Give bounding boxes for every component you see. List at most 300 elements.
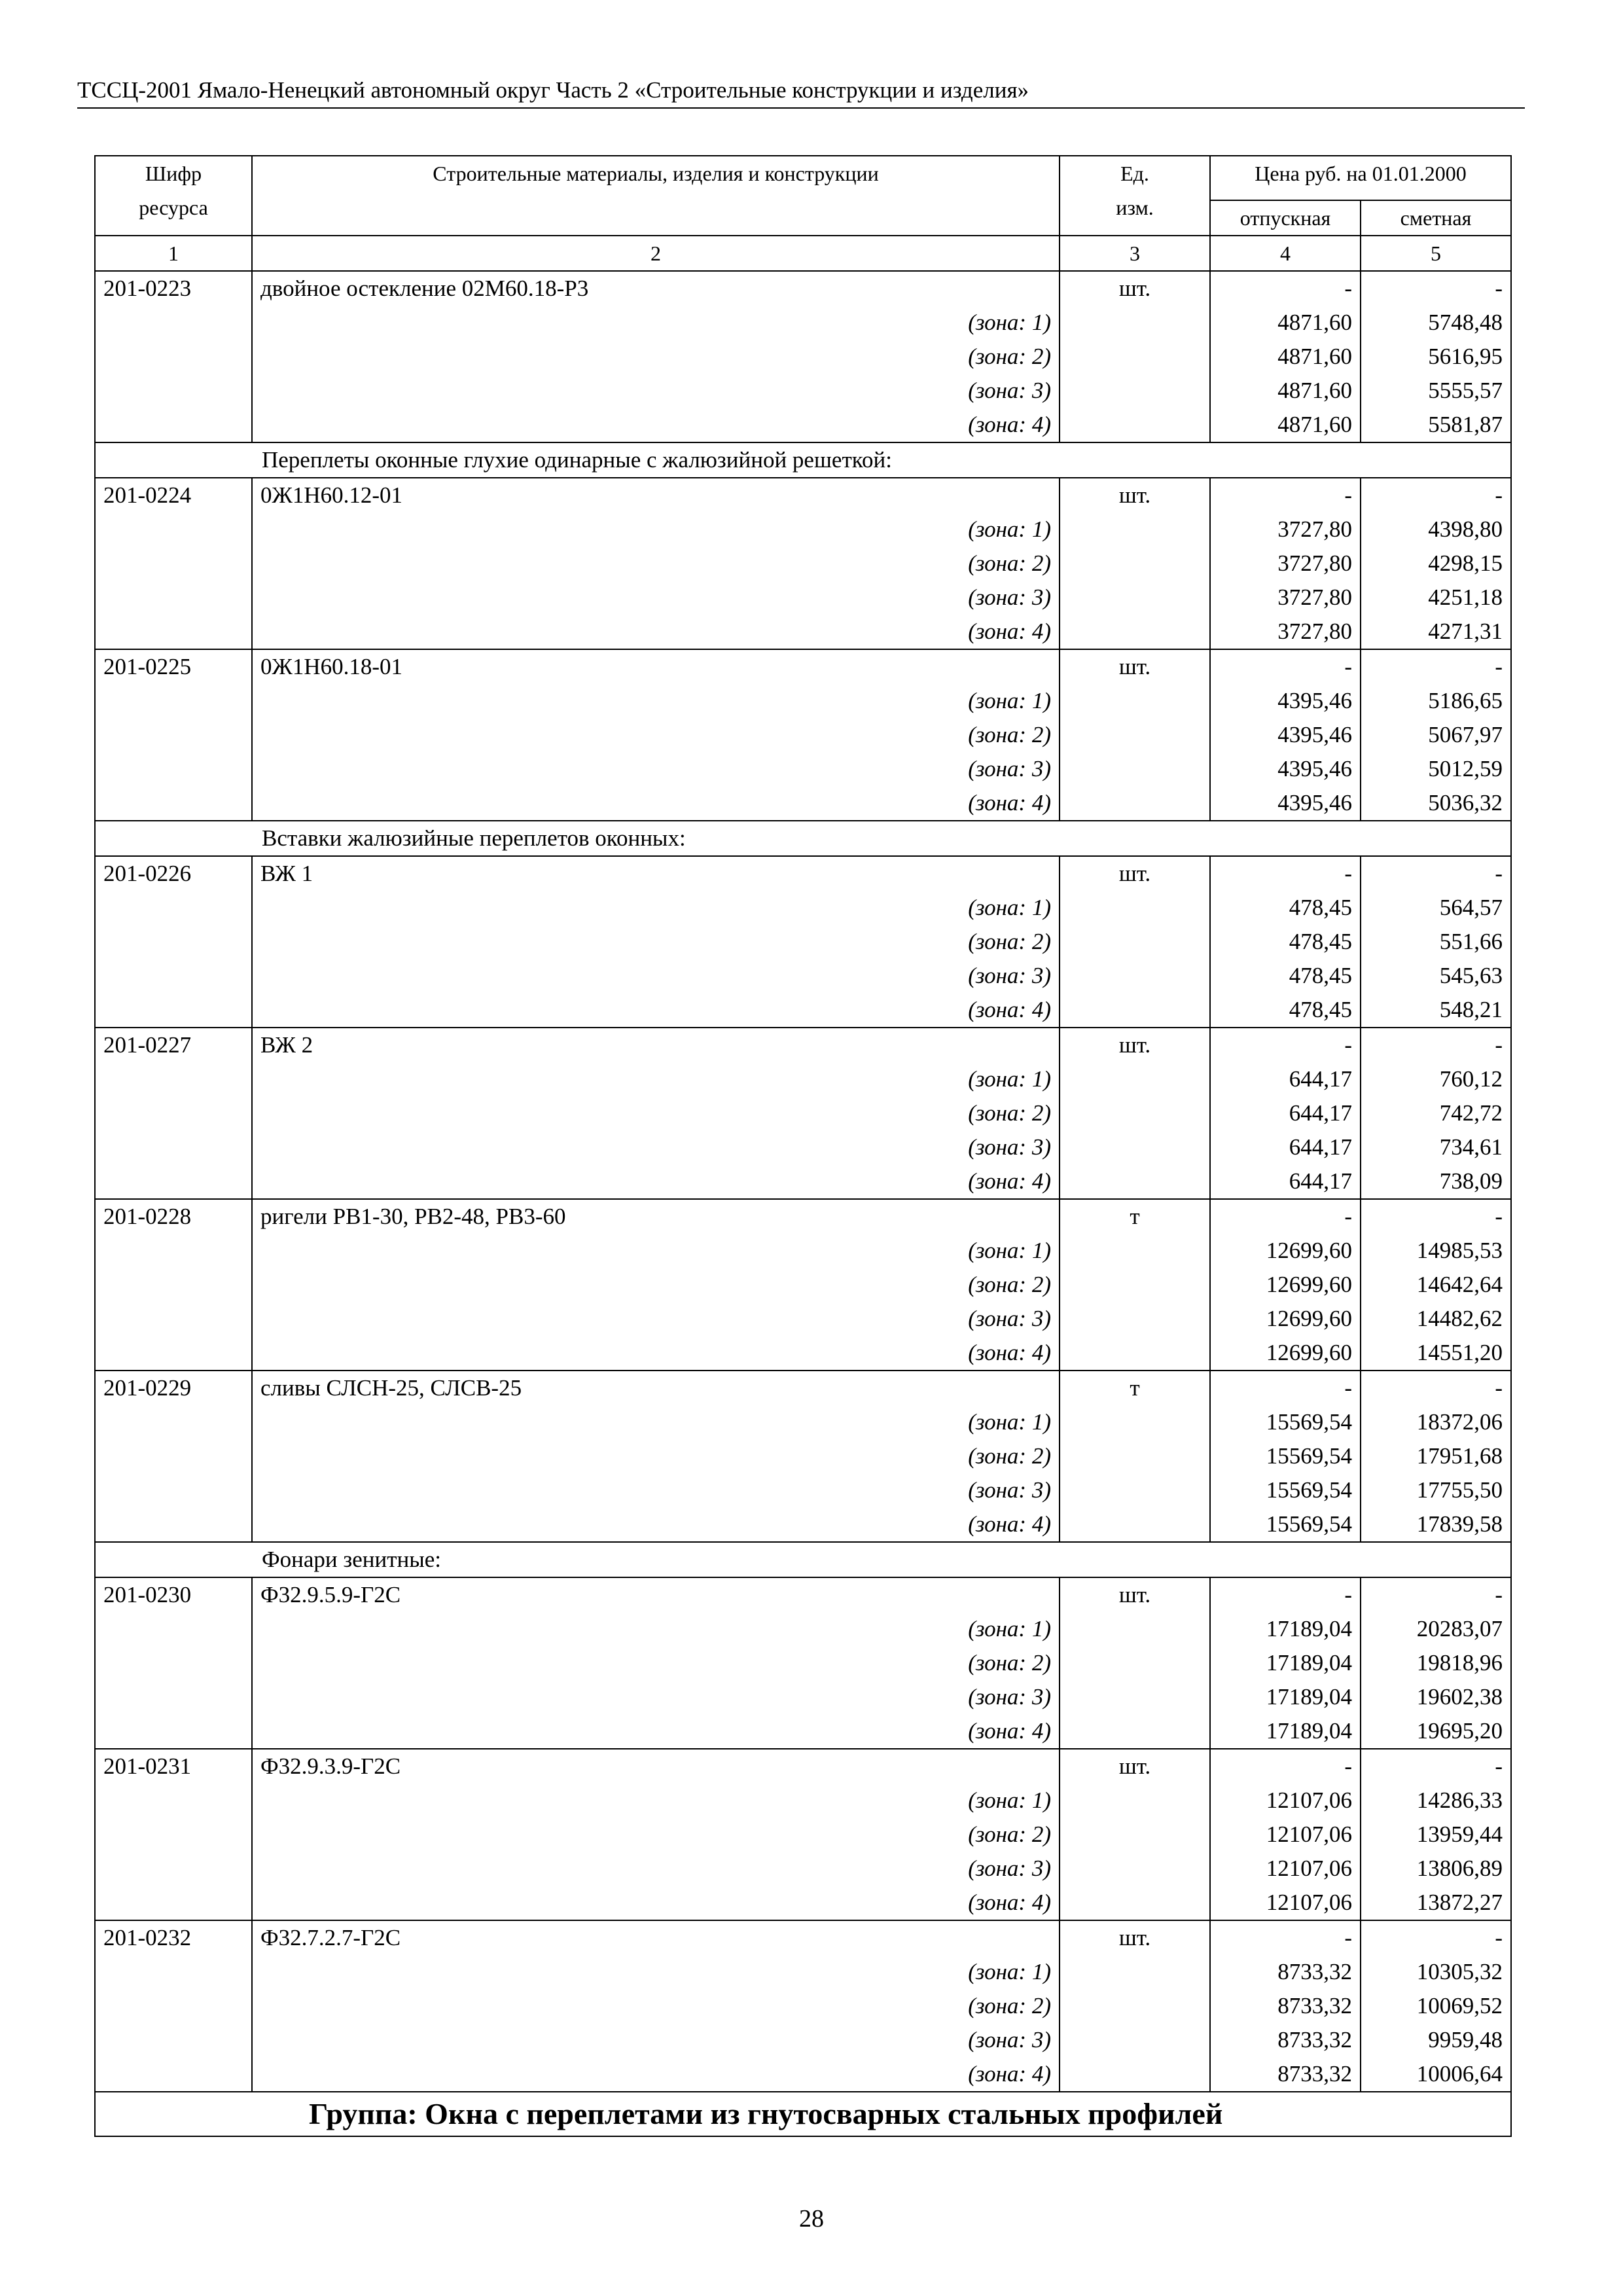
resource-unit: шт. [1060, 1749, 1210, 1784]
zone-release-price: 12699,60 [1210, 1302, 1361, 1336]
col-number: 1 [95, 236, 252, 271]
resource-row [95, 1577, 1511, 1612]
resource-row [95, 1371, 1511, 1405]
zone-release-price: 4395,46 [1210, 684, 1361, 718]
subgroup-title: Переплеты оконные глухие одинарные с жалюзийной решеткой: [95, 442, 1511, 478]
zone-label: (зона: 1) [252, 891, 1060, 925]
zone-estimate-price: 19602,38 [1361, 1680, 1511, 1714]
zone-release-price: 4395,46 [1210, 718, 1361, 752]
zone-code-cell [95, 547, 252, 581]
zone-unit-cell [1060, 1473, 1210, 1507]
zone-estimate-price: 14286,33 [1361, 1784, 1511, 1818]
zone-label: (зона: 2) [252, 1439, 1060, 1473]
resource-name: ВЖ 2 [252, 1028, 1060, 1062]
zone-release-price: 3727,80 [1210, 512, 1361, 547]
zone-row [95, 1680, 1511, 1714]
estimate-price: - [1361, 1371, 1511, 1405]
zone-unit-cell [1060, 1439, 1210, 1473]
zone-unit-cell [1060, 2023, 1210, 2057]
zone-unit-cell [1060, 1405, 1210, 1439]
resource-name: ригели РВ1-30, РВ2-48, РВ3-60 [252, 1199, 1060, 1234]
zone-code-cell [95, 1062, 252, 1096]
subgroup-row [95, 442, 1511, 478]
zone-estimate-price: 738,09 [1361, 1164, 1511, 1199]
zone-code-cell [95, 2023, 252, 2057]
zone-row [95, 581, 1511, 615]
zone-estimate-price: 17951,68 [1361, 1439, 1511, 1473]
zone-estimate-price: 9959,48 [1361, 2023, 1511, 2057]
zone-estimate-price: 4271,31 [1361, 615, 1511, 649]
zone-row [95, 2023, 1511, 2057]
zone-estimate-price: 545,63 [1361, 959, 1511, 993]
zone-code-cell [95, 1130, 252, 1164]
zone-unit-cell [1060, 1646, 1210, 1680]
resource-row [95, 271, 1511, 306]
zone-label: (зона: 3) [252, 1680, 1060, 1714]
zone-release-price: 12107,06 [1210, 1886, 1361, 1920]
zone-estimate-price: 17839,58 [1361, 1507, 1511, 1542]
release-price: - [1210, 1577, 1361, 1612]
resource-code: 201-0230 [95, 1577, 252, 1612]
zone-code-cell [95, 1268, 252, 1302]
zone-unit-cell [1060, 1886, 1210, 1920]
zone-label: (зона: 3) [252, 1473, 1060, 1507]
zone-label: (зона: 4) [252, 408, 1060, 442]
zone-estimate-price: 551,66 [1361, 925, 1511, 959]
zone-label: (зона: 3) [252, 2023, 1060, 2057]
zone-code-cell [95, 786, 252, 821]
zone-row [95, 340, 1511, 374]
zone-row [95, 1096, 1511, 1130]
zone-code-cell [95, 993, 252, 1028]
zone-unit-cell [1060, 1268, 1210, 1302]
release-price: - [1210, 856, 1361, 891]
zone-unit-cell [1060, 1612, 1210, 1646]
zone-estimate-price: 10069,52 [1361, 1989, 1511, 2023]
resource-name: Ф32.9.3.9-Г2С [252, 1749, 1060, 1784]
zone-label: (зона: 2) [252, 1989, 1060, 2023]
zone-code-cell [95, 1852, 252, 1886]
zone-release-price: 644,17 [1210, 1130, 1361, 1164]
zone-row [95, 408, 1511, 442]
zone-label: (зона: 4) [252, 1886, 1060, 1920]
zone-release-price: 17189,04 [1210, 1646, 1361, 1680]
zone-code-cell [95, 512, 252, 547]
zone-estimate-price: 18372,06 [1361, 1405, 1511, 1439]
zone-unit-cell [1060, 684, 1210, 718]
col-number: 3 [1060, 236, 1210, 271]
zone-code-cell [95, 959, 252, 993]
zone-release-price: 12107,06 [1210, 1818, 1361, 1852]
zone-label: (зона: 3) [252, 959, 1060, 993]
zone-label: (зона: 2) [252, 718, 1060, 752]
release-price: - [1210, 271, 1361, 306]
zone-release-price: 8733,32 [1210, 1989, 1361, 2023]
zone-code-cell [95, 1886, 252, 1920]
zone-release-price: 644,17 [1210, 1096, 1361, 1130]
resource-unit: шт. [1060, 1028, 1210, 1062]
zone-estimate-price: 14985,53 [1361, 1234, 1511, 1268]
estimate-price: - [1361, 856, 1511, 891]
zone-row [95, 1336, 1511, 1371]
zone-label: (зона: 1) [252, 1405, 1060, 1439]
zone-unit-cell [1060, 1234, 1210, 1268]
resource-name: двойное остекление 02М60.18-Р3 [252, 271, 1060, 306]
resource-name: 0Ж1Н60.18-01 [252, 649, 1060, 684]
zone-release-price: 15569,54 [1210, 1439, 1361, 1473]
resource-code: 201-0223 [95, 271, 252, 306]
resource-code: 201-0227 [95, 1028, 252, 1062]
col-number: 4 [1210, 236, 1361, 271]
zone-estimate-price: 19695,20 [1361, 1714, 1511, 1749]
zone-release-price: 4395,46 [1210, 786, 1361, 821]
subgroup-title: Вставки жалюзийные переплетов оконных: [95, 821, 1511, 856]
zone-row [95, 1302, 1511, 1336]
zone-row [95, 1714, 1511, 1749]
zone-row [95, 1130, 1511, 1164]
resource-name: Ф32.7.2.7-Г2С [252, 1920, 1060, 1955]
zone-unit-cell [1060, 1507, 1210, 1542]
resource-unit: шт. [1060, 271, 1210, 306]
resource-code: 201-0231 [95, 1749, 252, 1784]
zone-release-price: 3727,80 [1210, 581, 1361, 615]
zone-label: (зона: 1) [252, 512, 1060, 547]
zone-code-cell [95, 1096, 252, 1130]
estimate-price: - [1361, 1920, 1511, 1955]
zone-release-price: 15569,54 [1210, 1473, 1361, 1507]
group-row [95, 2092, 1511, 2136]
resource-row [95, 478, 1511, 512]
col-unit-header: Ед. изм. [1060, 156, 1210, 236]
zone-release-price: 3727,80 [1210, 547, 1361, 581]
zone-code-cell [95, 684, 252, 718]
resource-row [95, 1749, 1511, 1784]
zone-unit-cell [1060, 718, 1210, 752]
zone-estimate-price: 5012,59 [1361, 752, 1511, 786]
zone-unit-cell [1060, 581, 1210, 615]
resource-name: ВЖ 1 [252, 856, 1060, 891]
resource-name: Ф32.9.5.9-Г2С [252, 1577, 1060, 1612]
zone-estimate-price: 5186,65 [1361, 684, 1511, 718]
estimate-price: - [1361, 271, 1511, 306]
zone-unit-cell [1060, 512, 1210, 547]
zone-estimate-price: 4398,80 [1361, 512, 1511, 547]
zone-code-cell [95, 752, 252, 786]
resource-code: 201-0225 [95, 649, 252, 684]
zone-release-price: 8733,32 [1210, 2057, 1361, 2092]
resource-row [95, 1199, 1511, 1234]
zone-estimate-price: 13806,89 [1361, 1852, 1511, 1886]
zone-unit-cell [1060, 1818, 1210, 1852]
resource-unit: шт. [1060, 856, 1210, 891]
page-number: 28 [799, 2205, 824, 2233]
zone-unit-cell [1060, 752, 1210, 786]
zone-estimate-price: 10006,64 [1361, 2057, 1511, 2092]
zone-release-price: 478,45 [1210, 891, 1361, 925]
estimate-price: - [1361, 649, 1511, 684]
zone-estimate-price: 5748,48 [1361, 306, 1511, 340]
zone-row [95, 925, 1511, 959]
zone-unit-cell [1060, 1130, 1210, 1164]
zone-label: (зона: 4) [252, 993, 1060, 1028]
zone-row [95, 306, 1511, 340]
zone-label: (зона: 2) [252, 1096, 1060, 1130]
release-price: - [1210, 649, 1361, 684]
group-title: Группа: Окна с переплетами из гнутосварных стальных профилей [95, 2092, 1511, 2136]
zone-code-cell [95, 1473, 252, 1507]
zone-label: (зона: 2) [252, 547, 1060, 581]
zone-estimate-price: 4298,15 [1361, 547, 1511, 581]
zone-row [95, 786, 1511, 821]
zone-estimate-price: 14551,20 [1361, 1336, 1511, 1371]
zone-row [95, 1784, 1511, 1818]
zone-label: (зона: 4) [252, 786, 1060, 821]
estimate-price: - [1361, 1199, 1511, 1234]
column-numbers-row [95, 236, 1511, 271]
resource-name: 0Ж1Н60.12-01 [252, 478, 1060, 512]
zone-estimate-price: 5555,57 [1361, 374, 1511, 408]
zone-label: (зона: 3) [252, 1852, 1060, 1886]
zone-estimate-price: 5067,97 [1361, 718, 1511, 752]
zone-code-cell [95, 581, 252, 615]
zone-code-cell [95, 1336, 252, 1371]
zone-unit-cell [1060, 1062, 1210, 1096]
zone-release-price: 4871,60 [1210, 408, 1361, 442]
zone-row [95, 752, 1511, 786]
zone-unit-cell [1060, 408, 1210, 442]
zone-unit-cell [1060, 1336, 1210, 1371]
zone-estimate-price: 5616,95 [1361, 340, 1511, 374]
zone-label: (зона: 4) [252, 1507, 1060, 1542]
resource-unit: шт. [1060, 649, 1210, 684]
zone-row [95, 959, 1511, 993]
resource-unit: т [1060, 1199, 1210, 1234]
zone-release-price: 644,17 [1210, 1062, 1361, 1096]
resource-code: 201-0232 [95, 1920, 252, 1955]
zone-estimate-price: 5036,32 [1361, 786, 1511, 821]
zone-row [95, 1164, 1511, 1199]
zone-release-price: 644,17 [1210, 1164, 1361, 1199]
zone-unit-cell [1060, 306, 1210, 340]
zone-label: (зона: 2) [252, 340, 1060, 374]
page-header: ТССЦ-2001 Ямало-Ненецкий автономный округ Часть 2 «Строительные конструкции и изделия» [77, 73, 1525, 109]
zone-estimate-price: 10305,32 [1361, 1955, 1511, 1989]
zone-row [95, 1507, 1511, 1542]
zone-unit-cell [1060, 786, 1210, 821]
release-price: - [1210, 1749, 1361, 1784]
zone-code-cell [95, 374, 252, 408]
zone-label: (зона: 1) [252, 684, 1060, 718]
col-number: 5 [1361, 236, 1511, 271]
zone-label: (зона: 1) [252, 1062, 1060, 1096]
zone-release-price: 8733,32 [1210, 1955, 1361, 1989]
zone-unit-cell [1060, 1989, 1210, 2023]
zone-estimate-price: 19818,96 [1361, 1646, 1511, 1680]
zone-code-cell [95, 1680, 252, 1714]
zone-estimate-price: 14482,62 [1361, 1302, 1511, 1336]
zone-unit-cell [1060, 993, 1210, 1028]
subgroup-row [95, 1542, 1511, 1577]
resource-row [95, 649, 1511, 684]
col-release-header: отпускная [1210, 200, 1361, 236]
zone-code-cell [95, 925, 252, 959]
zone-code-cell [95, 1439, 252, 1473]
zone-label: (зона: 4) [252, 1164, 1060, 1199]
zone-release-price: 478,45 [1210, 925, 1361, 959]
zone-row [95, 891, 1511, 925]
resource-code: 201-0228 [95, 1199, 252, 1234]
zone-unit-cell [1060, 1302, 1210, 1336]
release-price: - [1210, 1920, 1361, 1955]
zone-row [95, 684, 1511, 718]
zone-label: (зона: 2) [252, 925, 1060, 959]
zone-unit-cell [1060, 2057, 1210, 2092]
col-number: 2 [252, 236, 1060, 271]
zone-unit-cell [1060, 1164, 1210, 1199]
zone-label: (зона: 3) [252, 1302, 1060, 1336]
zone-estimate-price: 13872,27 [1361, 1886, 1511, 1920]
zone-unit-cell [1060, 1784, 1210, 1818]
zone-code-cell [95, 615, 252, 649]
zone-label: (зона: 2) [252, 1818, 1060, 1852]
zone-code-cell [95, 1405, 252, 1439]
zone-label: (зона: 1) [252, 1612, 1060, 1646]
zone-estimate-price: 17755,50 [1361, 1473, 1511, 1507]
zone-row [95, 1062, 1511, 1096]
release-price: - [1210, 478, 1361, 512]
zone-release-price: 4871,60 [1210, 374, 1361, 408]
zone-row [95, 547, 1511, 581]
zone-release-price: 17189,04 [1210, 1714, 1361, 1749]
release-price: - [1210, 1199, 1361, 1234]
zone-row [95, 1612, 1511, 1646]
zone-estimate-price: 4251,18 [1361, 581, 1511, 615]
zone-code-cell [95, 1507, 252, 1542]
zone-label: (зона: 1) [252, 1784, 1060, 1818]
zone-code-cell [95, 1164, 252, 1199]
resource-code: 201-0226 [95, 856, 252, 891]
zone-row [95, 1818, 1511, 1852]
estimate-price: - [1361, 1028, 1511, 1062]
zone-row [95, 1989, 1511, 2023]
zone-label: (зона: 4) [252, 1336, 1060, 1371]
zone-unit-cell [1060, 1714, 1210, 1749]
zone-unit-cell [1060, 615, 1210, 649]
zone-code-cell [95, 1989, 252, 2023]
zone-unit-cell [1060, 925, 1210, 959]
zone-label: (зона: 2) [252, 1646, 1060, 1680]
zone-estimate-price: 734,61 [1361, 1130, 1511, 1164]
zone-row [95, 2057, 1511, 2092]
zone-label: (зона: 1) [252, 1234, 1060, 1268]
zone-label: (зона: 2) [252, 1268, 1060, 1302]
zone-label: (зона: 1) [252, 1955, 1060, 1989]
zone-estimate-price: 14642,64 [1361, 1268, 1511, 1302]
zone-row [95, 993, 1511, 1028]
zone-label: (зона: 1) [252, 306, 1060, 340]
zone-row [95, 1405, 1511, 1439]
zone-label: (зона: 4) [252, 2057, 1060, 2092]
zone-code-cell [95, 1784, 252, 1818]
zone-code-cell [95, 718, 252, 752]
zone-code-cell [95, 1818, 252, 1852]
zone-code-cell [95, 891, 252, 925]
zone-unit-cell [1060, 1955, 1210, 1989]
zone-estimate-price: 564,57 [1361, 891, 1511, 925]
release-price: - [1210, 1028, 1361, 1062]
zone-estimate-price: 760,12 [1361, 1062, 1511, 1096]
zone-code-cell [95, 340, 252, 374]
zone-estimate-price: 5581,87 [1361, 408, 1511, 442]
zone-unit-cell [1060, 1680, 1210, 1714]
zone-row [95, 1473, 1511, 1507]
zone-code-cell [95, 1646, 252, 1680]
resource-row [95, 1028, 1511, 1062]
subgroup-row [95, 821, 1511, 856]
col-price-header: Цена руб. на 01.01.2000 [1210, 156, 1511, 200]
resource-row [95, 856, 1511, 891]
zone-release-price: 12699,60 [1210, 1268, 1361, 1302]
zone-release-price: 15569,54 [1210, 1405, 1361, 1439]
resource-code: 201-0224 [95, 478, 252, 512]
zone-code-cell [95, 1302, 252, 1336]
zone-release-price: 478,45 [1210, 959, 1361, 993]
zone-release-price: 17189,04 [1210, 1680, 1361, 1714]
col-name-header: Строительные материалы, изделия и конструкции [252, 156, 1060, 236]
zone-label: (зона: 4) [252, 615, 1060, 649]
zone-estimate-price: 742,72 [1361, 1096, 1511, 1130]
estimate-price: - [1361, 478, 1511, 512]
subgroup-title: Фонари зенитные: [95, 1542, 1511, 1577]
zone-row [95, 1268, 1511, 1302]
zone-label: (зона: 3) [252, 752, 1060, 786]
zone-code-cell [95, 306, 252, 340]
zone-estimate-price: 13959,44 [1361, 1818, 1511, 1852]
zone-row [95, 1886, 1511, 1920]
zone-row [95, 1234, 1511, 1268]
zone-code-cell [95, 2057, 252, 2092]
resource-unit: т [1060, 1371, 1210, 1405]
zone-release-price: 17189,04 [1210, 1612, 1361, 1646]
zone-release-price: 12699,60 [1210, 1336, 1361, 1371]
zone-unit-cell [1060, 1096, 1210, 1130]
zone-code-cell [95, 1612, 252, 1646]
zone-release-price: 8733,32 [1210, 2023, 1361, 2057]
col-code-header: Шифр ресурса [95, 156, 252, 236]
zone-unit-cell [1060, 959, 1210, 993]
zone-code-cell [95, 1714, 252, 1749]
zone-release-price: 12107,06 [1210, 1784, 1361, 1818]
zone-release-price: 4871,60 [1210, 340, 1361, 374]
zone-code-cell [95, 1234, 252, 1268]
col-estimate-header: сметная [1361, 200, 1511, 236]
zone-row [95, 615, 1511, 649]
price-table [94, 155, 1512, 2137]
resource-unit: шт. [1060, 1920, 1210, 1955]
resource-unit: шт. [1060, 1577, 1210, 1612]
zone-row [95, 1852, 1511, 1886]
estimate-price: - [1361, 1577, 1511, 1612]
zone-unit-cell [1060, 547, 1210, 581]
zone-label: (зона: 4) [252, 1714, 1060, 1749]
zone-release-price: 3727,80 [1210, 615, 1361, 649]
zone-code-cell [95, 1955, 252, 1989]
zone-row [95, 374, 1511, 408]
resource-row [95, 1920, 1511, 1955]
zone-unit-cell [1060, 891, 1210, 925]
zone-estimate-price: 548,21 [1361, 993, 1511, 1028]
zone-row [95, 1955, 1511, 1989]
